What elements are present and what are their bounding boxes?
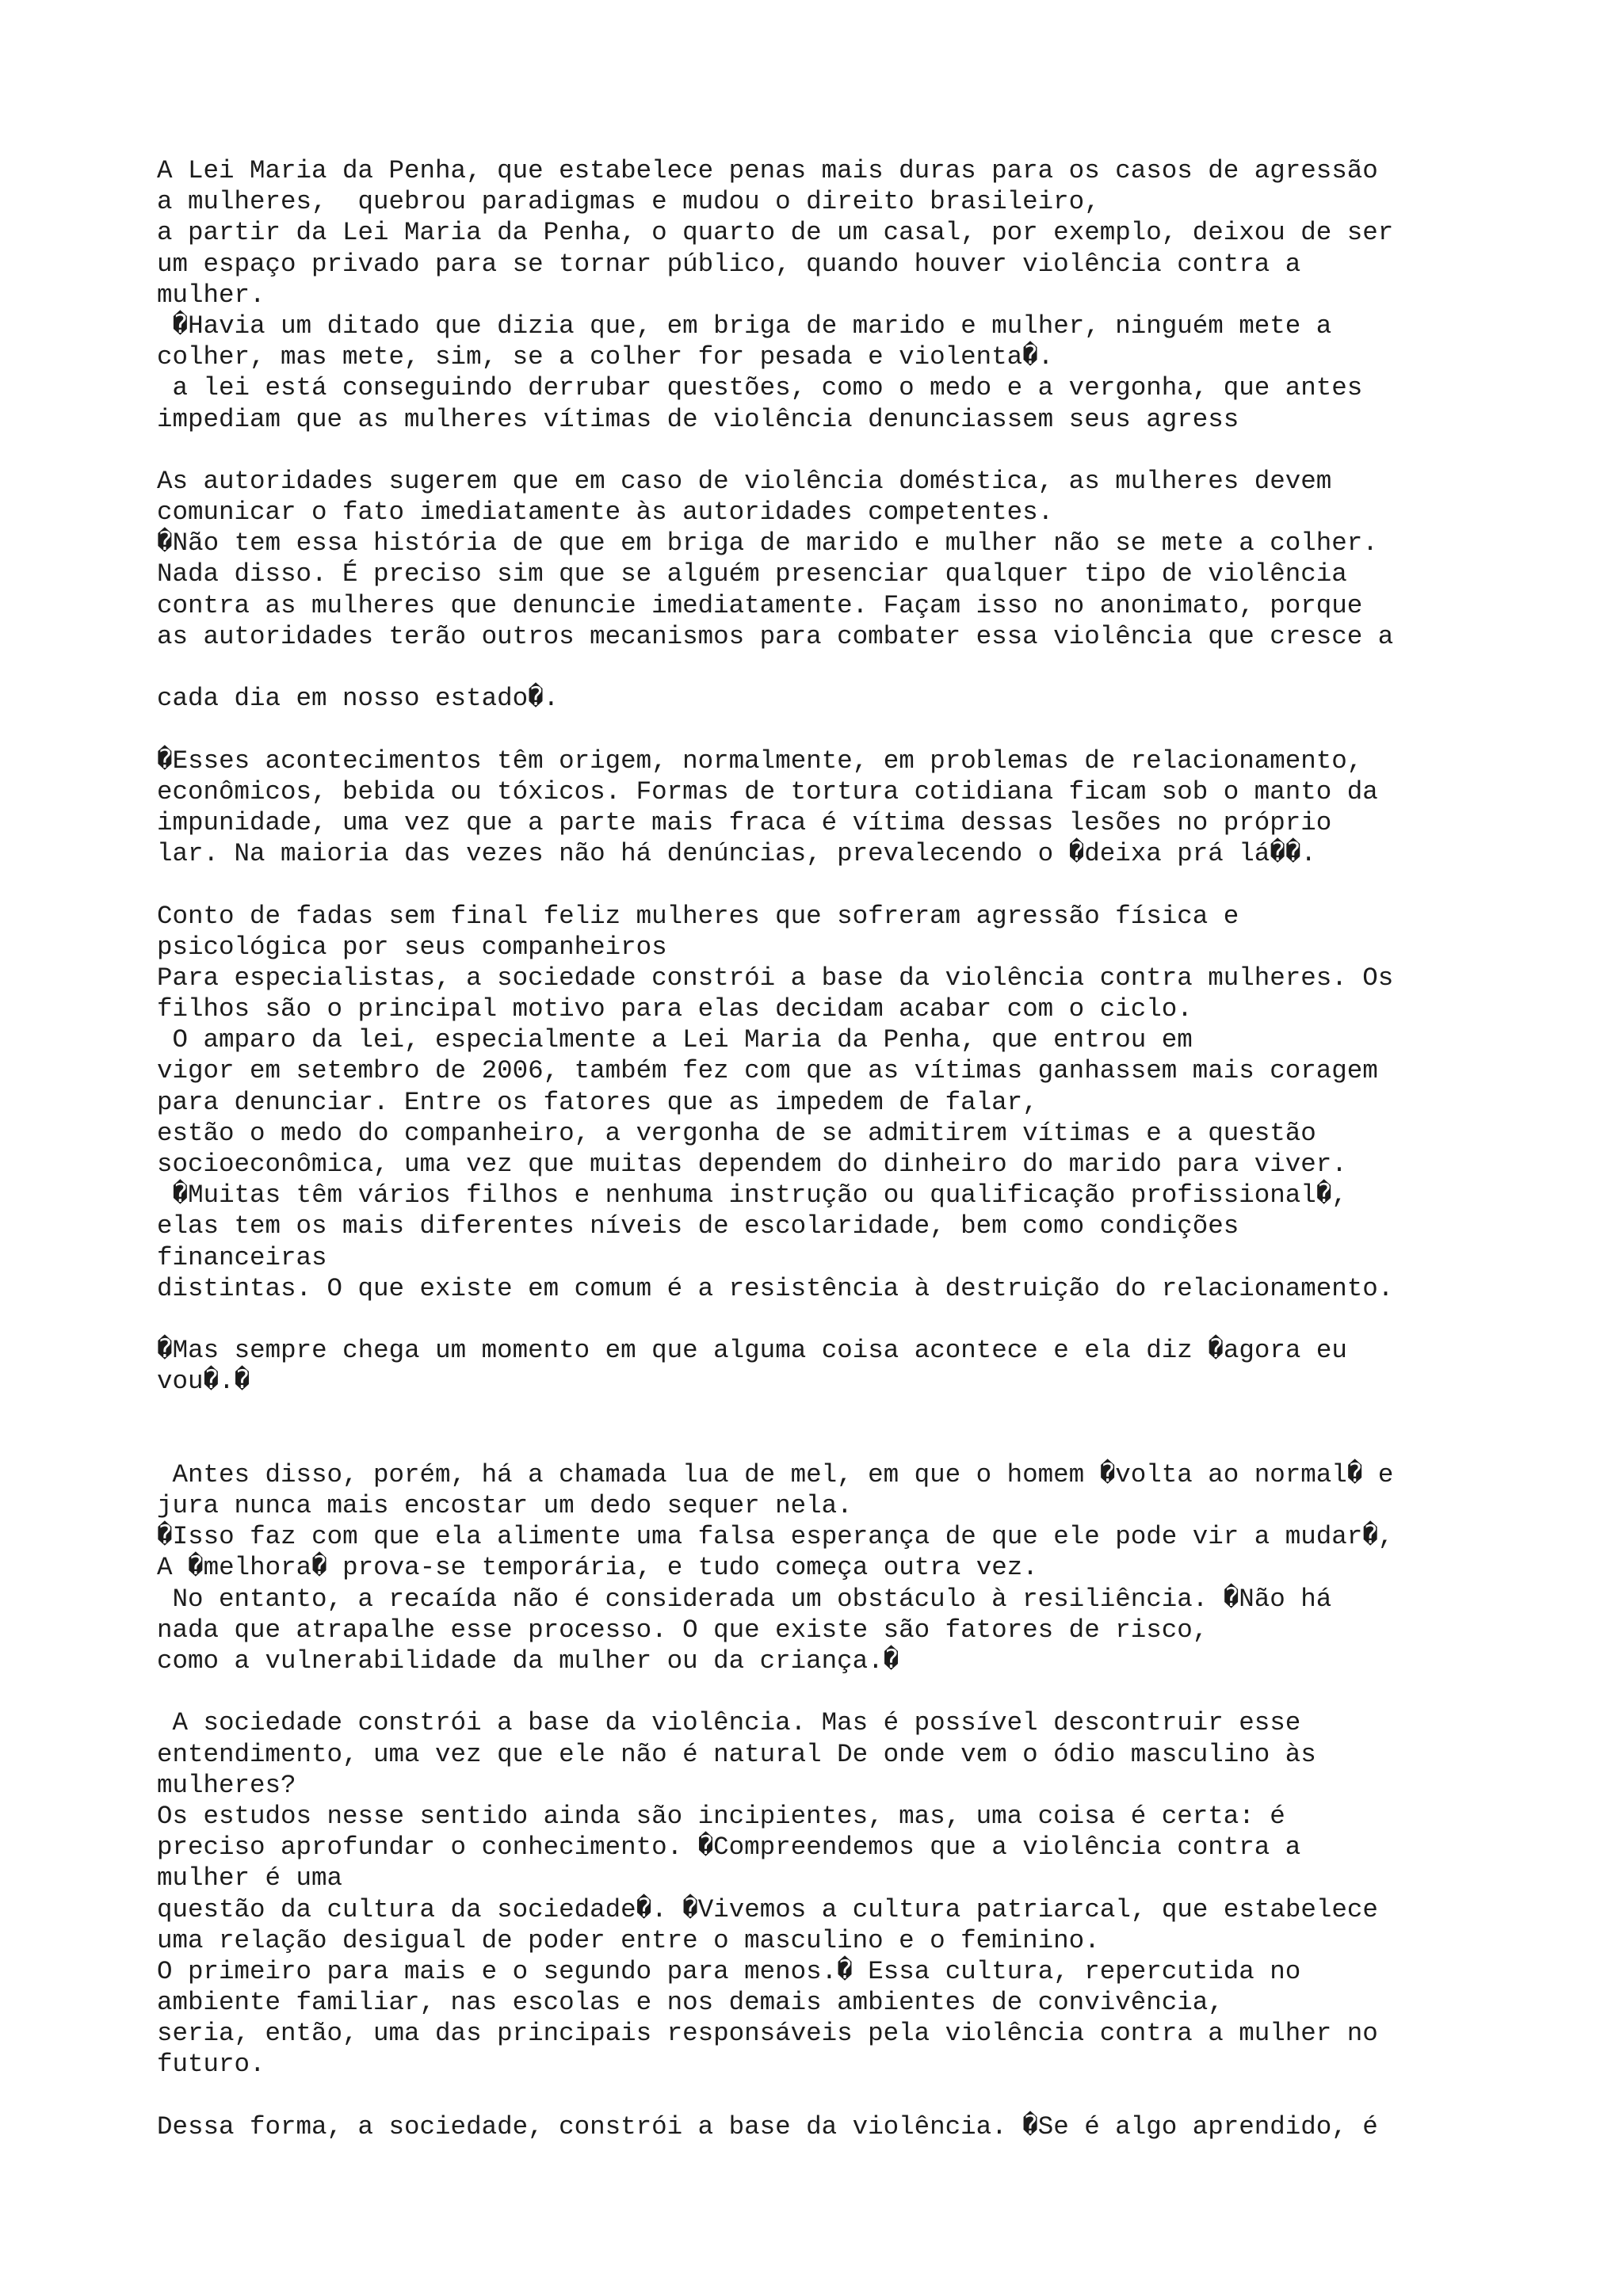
text-line: No entanto, a recaída não é considerada um obstáculo à resiliência. �Não há (157, 1584, 1332, 1614)
text-line: lar. Na maioria das vezes não há denúncias, prevalecendo o �deixa prá lá��. (157, 839, 1316, 869)
text-line: para denunciar. Entre os fatores que as impedem de falar, (157, 1087, 1038, 1117)
text-line: questão da cultura da sociedade�. �Vivemos a cultura patriarcal, que estabelece (157, 1894, 1378, 1924)
text-line: mulheres? (157, 1770, 296, 1800)
text-line: Conto de fadas sem final feliz mulheres que sofreram agressão física e (157, 901, 1239, 931)
text-line: vou�.� (157, 1367, 250, 1397)
text-line: econômicos, bebida ou tóxicos. Formas de tortura cotidiana ficam sob o manto da (157, 776, 1378, 807)
text-line: Nada disso. É preciso sim que se alguém presenciar qualquer tipo de violência (157, 559, 1347, 589)
text-line: jura nunca mais encostar um dedo sequer nela. (157, 1491, 853, 1521)
text-line: nada que atrapalhe esse processo. O que existe são fatores de risco, (157, 1615, 1209, 1645)
text-line: mulher é uma (157, 1863, 343, 1894)
text-line: vigor em setembro de 2006, também fez com que as vítimas ganhassem mais coragem (157, 1056, 1378, 1086)
text-line: Dessa forma, a sociedade, constrói a base da violência. �Se é algo aprendido, é (157, 2111, 1378, 2142)
text-line: �Esses acontecimentos têm origem, normalmente, em problemas de relacionamento, (157, 746, 1363, 776)
text-line: A �melhora� prova-se temporária, e tudo começa outra vez. (157, 1553, 1038, 1583)
text-line: uma relação desigual de poder entre o masculino e o feminino. (157, 1925, 1100, 1955)
text-line: ambiente familiar, nas escolas e nos demais ambientes de convivência, (157, 1988, 1224, 2018)
text-line: psicológica por seus companheiros (157, 932, 667, 962)
text-line: O primeiro para mais e o segundo para menos.� Essa cultura, repercutida no (157, 1956, 1301, 1986)
text-line: distintas. O que existe em comum é a resistência à destruição do relacionamento. (157, 1273, 1394, 1303)
text-line: �Muitas têm vários filhos e nenhuma instrução ou qualificação profissional�, (157, 1180, 1347, 1211)
text-line: preciso aprofundar o conhecimento. �Compreendemos que a violência contra a (157, 1833, 1301, 1863)
text-line: �Não tem essa história de que em briga de marido e mulher não se mete a colher. (157, 528, 1378, 559)
text-line: a partir da Lei Maria da Penha, o quarto de um casal, por exemplo, deixou de ser (157, 218, 1394, 248)
text-line: financeiras (157, 1242, 327, 1272)
text-line: �Isso faz com que ela alimente uma falsa esperança de que ele pode vir a mudar�, (157, 1522, 1394, 1552)
document-body (157, 155, 1583, 2142)
text-line (157, 1676, 1583, 1707)
text-line: impunidade, uma vez que a parte mais fraca é vítima dessas lesões no próprio (157, 807, 1332, 837)
text-line: entendimento, uma vez que ele não é natural De onde vem o ódio masculino às (157, 1739, 1316, 1769)
text-line (157, 1428, 1583, 1459)
text-line: �Mas sempre chega um momento em que alguma coisa acontece e ela diz �agora eu (157, 1336, 1347, 1366)
text-line (157, 1304, 1583, 1335)
text-line (157, 869, 1583, 900)
text-line: futuro. (157, 2050, 265, 2080)
text-line: �Havia um ditado que dizia que, em briga de marido e mulher, ninguém mete a (157, 311, 1332, 341)
text-line: mulher. (157, 280, 265, 310)
text-line (157, 2081, 1583, 2111)
text-line: as autoridades terão outros mecanismos para combater essa violência que cresce a (157, 621, 1394, 651)
text-line: O amparo da lei, especialmente a Lei Maria da Penha, que entrou em (157, 1025, 1193, 1055)
text-line (157, 1398, 1583, 1428)
text-line: elas tem os mais diferentes níveis de escolaridade, bem como condições (157, 1211, 1239, 1241)
text-line: impediam que as mulheres vítimas de violência denunciassem seus agress (157, 404, 1239, 434)
text-line: As autoridades sugerem que em caso de violência doméstica, as mulheres devem (157, 466, 1332, 496)
text-line (157, 714, 1583, 745)
text-line: como a vulnerabilidade da mulher ou da criança.� (157, 1646, 899, 1676)
text-line: A Lei Maria da Penha, que estabelece penas mais duras para os casos de agressão (157, 156, 1378, 185)
text-line: filhos são o principal motivo para elas decidam acabar com o ciclo. (157, 994, 1193, 1024)
text-line: colher, mas mete, sim, se a colher for pesada e violenta�. (157, 342, 1054, 372)
text-line: contra as mulheres que denuncie imediatamente. Façam isso no anonimato, porque (157, 590, 1363, 620)
text-line: comunicar o fato imediatamente às autoridades competentes. (157, 498, 1054, 528)
text-line: a lei está conseguindo derrubar questões, como o medo e a vergonha, que antes (157, 373, 1363, 403)
text-line (157, 435, 1583, 466)
text-line: estão o medo do companheiro, a vergonha de se admitirem vítimas e a questão (157, 1118, 1316, 1148)
text-line: a mulheres, quebrou paradigmas e mudou o direito brasileiro, (157, 187, 1100, 217)
text-line: Os estudos nesse sentido ainda são incipientes, mas, uma coisa é certa: é (157, 1801, 1285, 1831)
text-line: Antes disso, porém, há a chamada lua de mel, em que o homem �volta ao normal� e (157, 1459, 1394, 1489)
text-line: Para especialistas, a sociedade constrói a base da violência contra mulheres. Os (157, 963, 1394, 993)
text-line: A sociedade constrói a base da violência. Mas é possível descontruir esse (157, 1708, 1301, 1738)
text-line: um espaço privado para se tornar público, quando houver violência contra a (157, 249, 1301, 279)
text-line (157, 652, 1583, 683)
text-line: seria, então, uma das principais responsáveis pela violência contra a mulher no (157, 2019, 1378, 2049)
text-line: socioeconômica, uma vez que muitas dependem do dinheiro do marido para viver. (157, 1150, 1347, 1179)
text-line: cada dia em nosso estado�. (157, 684, 559, 714)
